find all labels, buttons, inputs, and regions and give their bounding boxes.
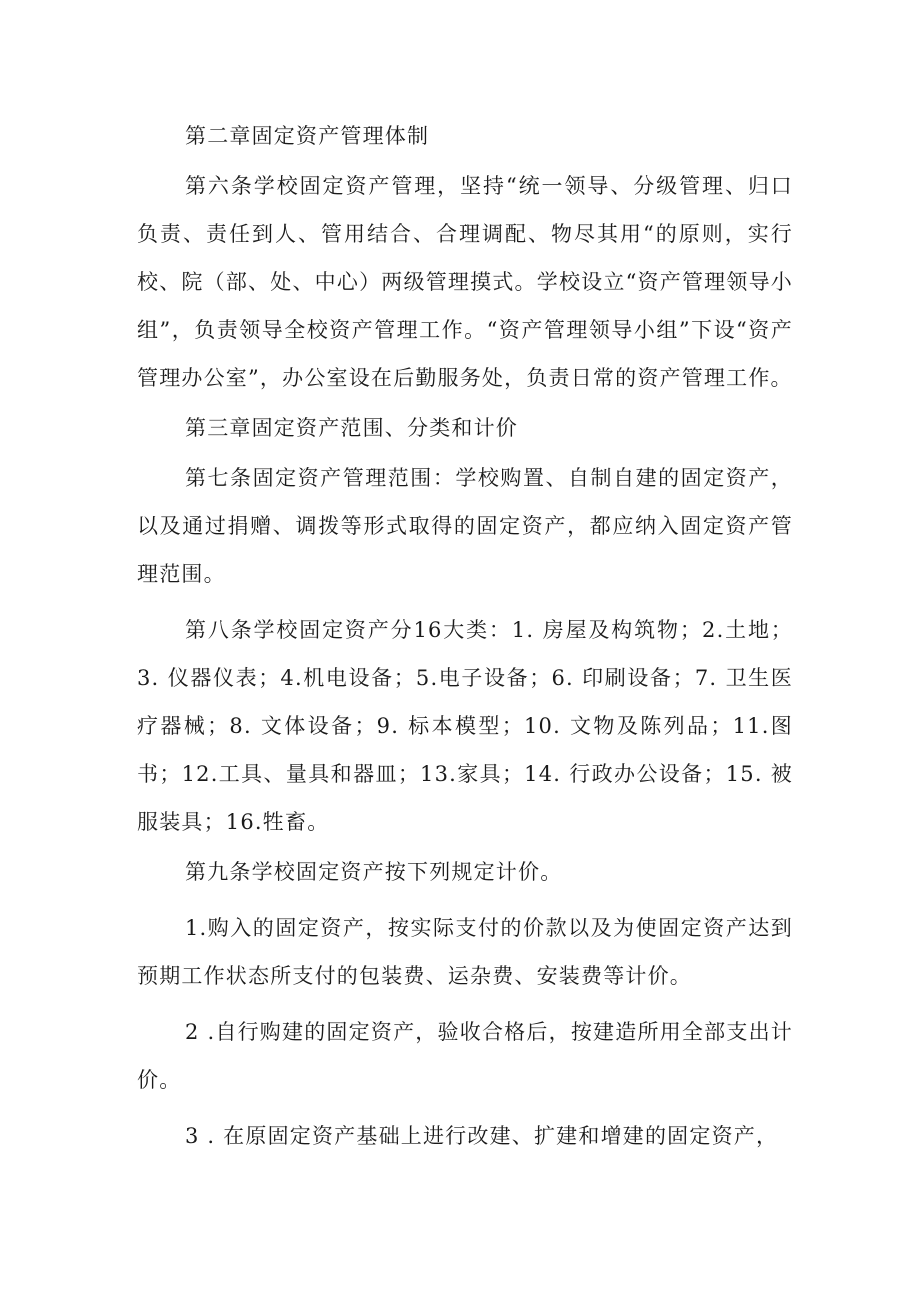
article-8-paragraph: 第八条学校固定资产分16大类：1. 房屋及构筑物；2.土地；3. 仪器仪表；4.机电设备；5.电子设备；6. 印刷设备；7. 卫生医疗器械；8. 文体设备；9. 标本模型；10. 文物及陈列品；11.图书；12.工具、量具和器皿；13.家具；14. 行政办公设备；15. 被服装具；16.牲畜。	[137, 618, 793, 834]
pricing-item-1: 1.购入的固定资产，按实际支付的价款以及为使固定资产达到预期工作状态所支付的包装费、运杂费、安装费等计价。	[137, 916, 793, 988]
article-9-paragraph: 第九条学校固定资产按下列规定计价。	[185, 860, 563, 884]
chapter-heading-3: 第三章固定资产范围、分类和计价	[185, 416, 518, 440]
pricing-item-3: 3 . 在原固定资产基础上进行改建、扩建和增建的固定资产，	[185, 1124, 779, 1148]
chapter-heading-2: 第二章固定资产管理体制	[185, 124, 430, 148]
pricing-item-2: 2 .自行购建的固定资产，验收合格后，按建造所用全部支出计价。	[137, 1020, 793, 1092]
document-body	[137, 112, 793, 1160]
article-6-paragraph: 第六条学校固定资产管理，坚持“统一领导、分级管理、归口负责、责任到人、管用结合、合理调配、物尽其用“的原则，实行校、院（部、处、中心）两级管理摸式。学校设立“资产管理领导小组”，负责领导全校资产管理工作。“资产管理领导小组”下设“资产管理办公室”，办公室设在后勤服务处，负责日常的资产管理工作。	[137, 174, 793, 390]
article-7-paragraph: 第七条固定资产管理范围：学校购置、自制自建的固定资产，以及通过捐赠、调拨等形式取得的固定资产，都应纳入固定资产管理范围。	[137, 466, 793, 586]
